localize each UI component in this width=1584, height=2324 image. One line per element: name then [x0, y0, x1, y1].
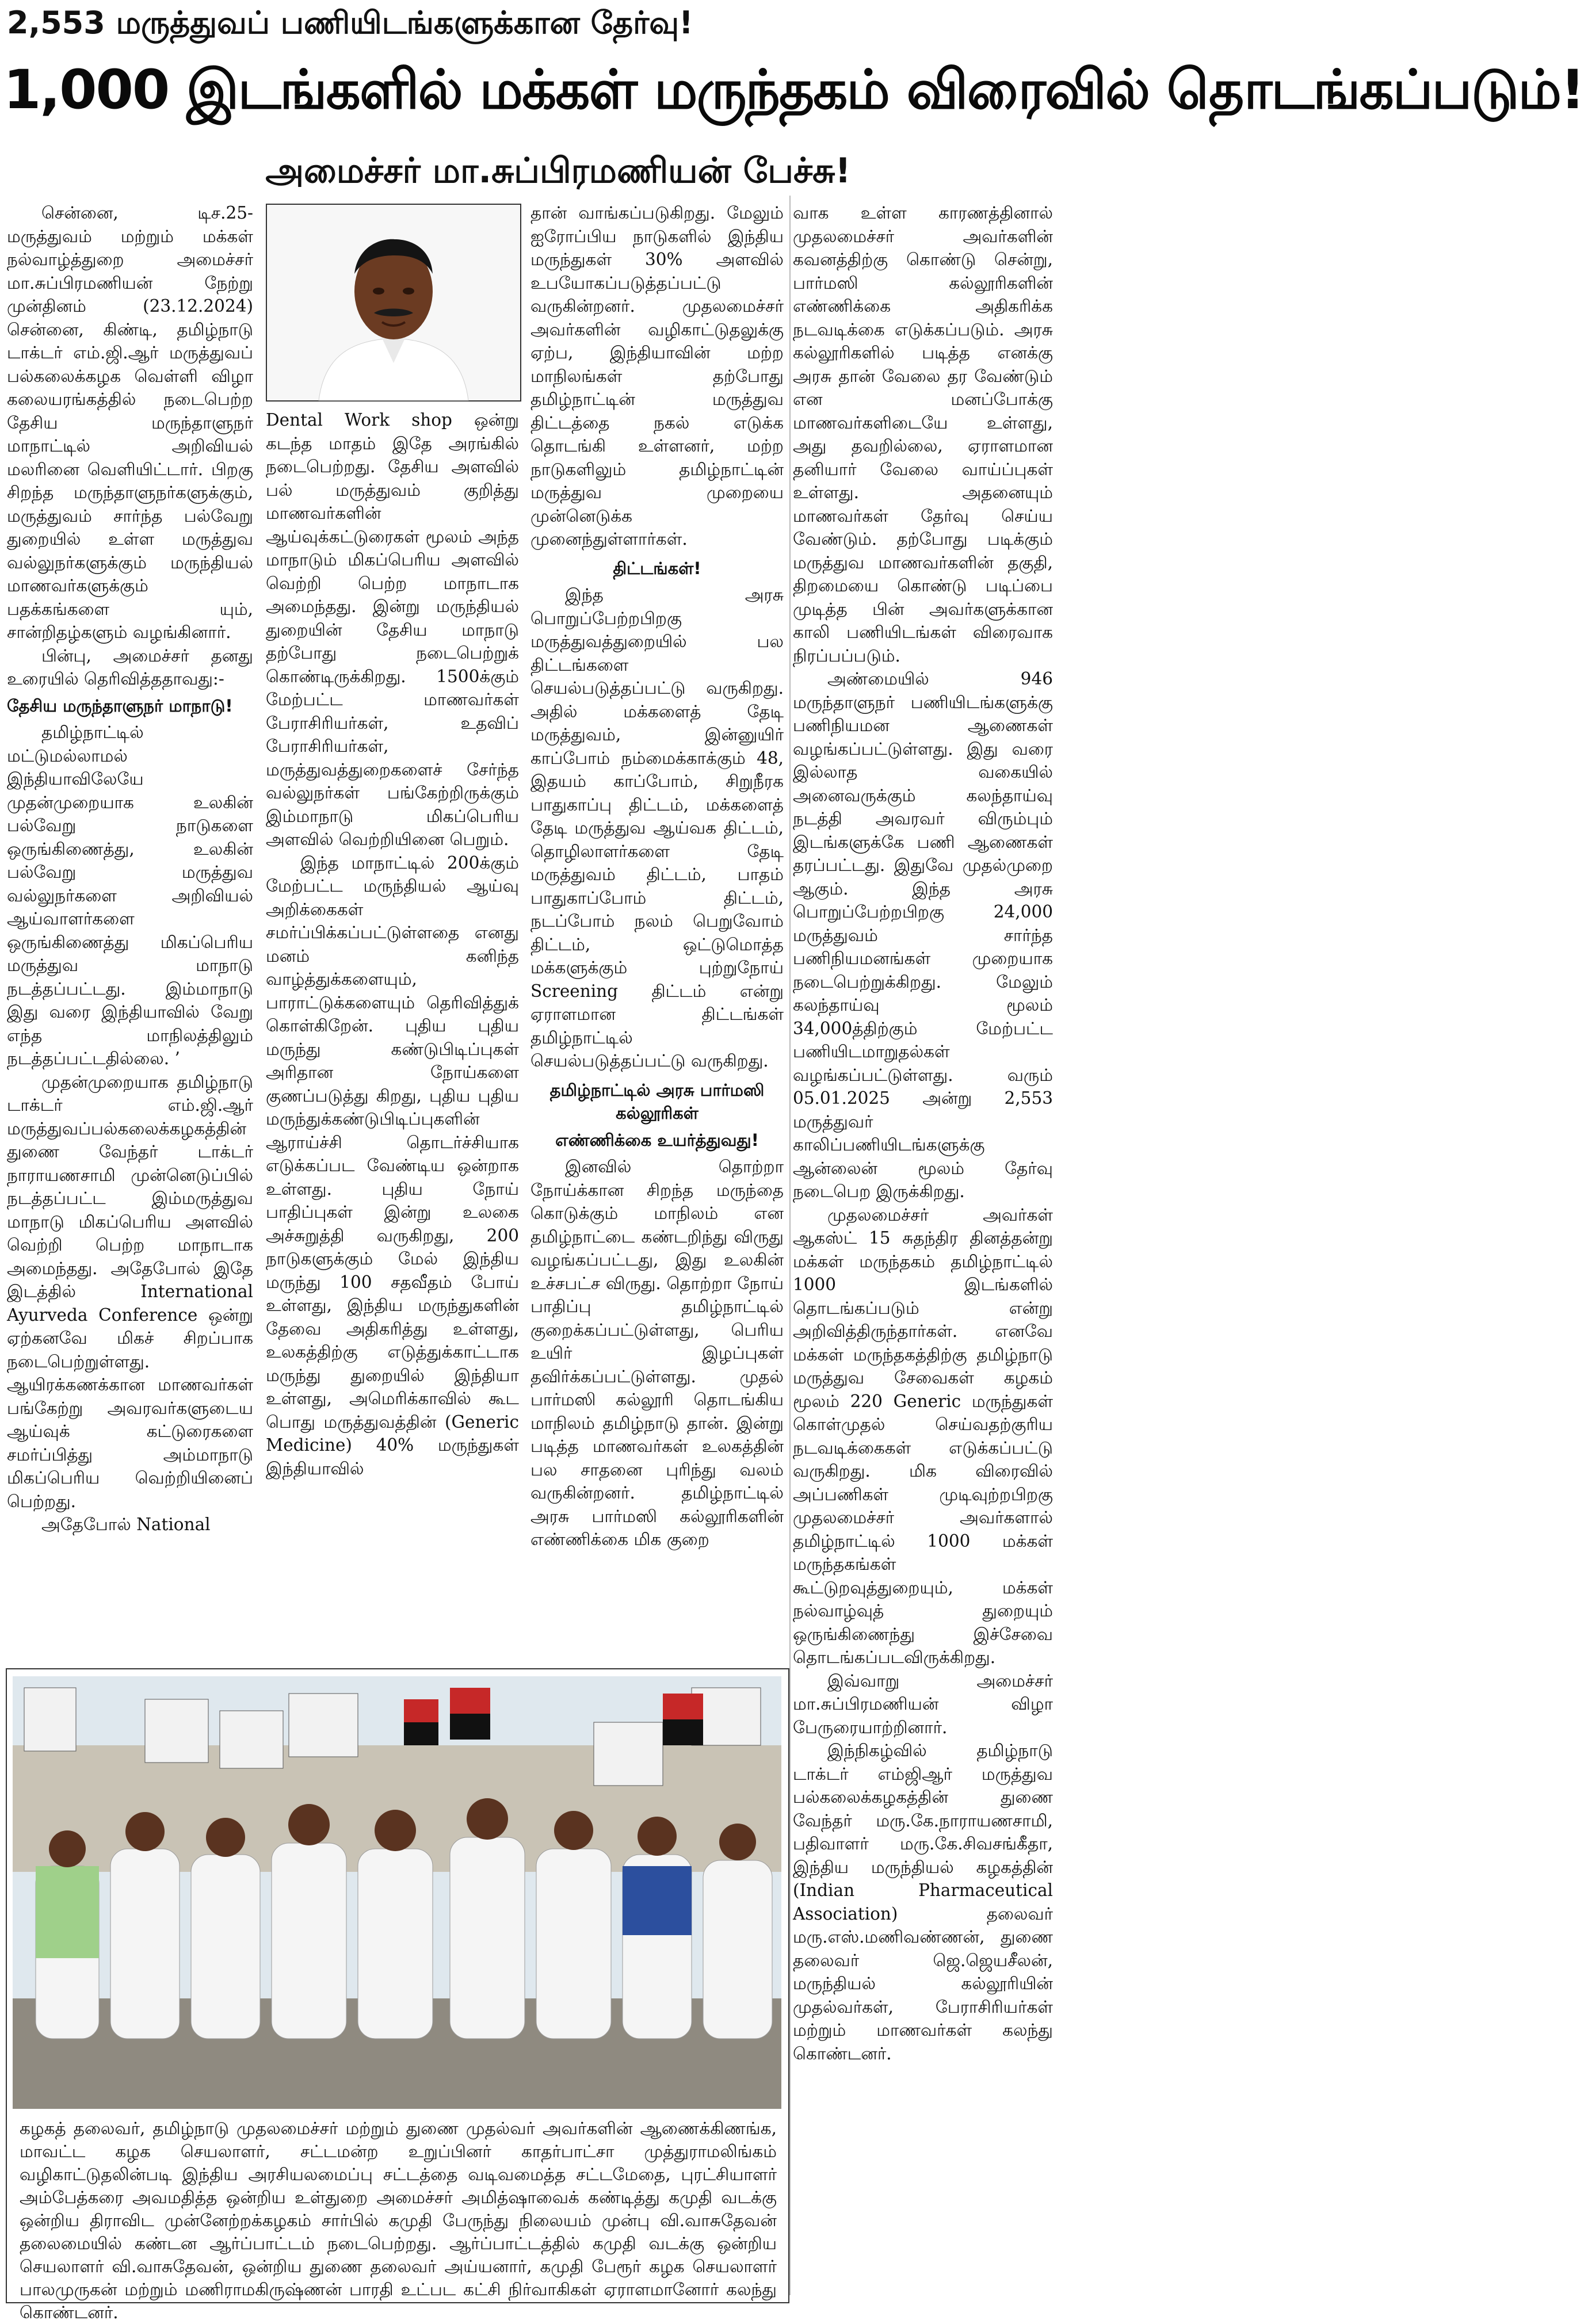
sub-headline: அமைச்சர் மா.சுப்பிரமணியன் பேச்சு! [265, 151, 851, 191]
article-column-4 [793, 201, 1053, 2065]
protest-photo-box [6, 1668, 789, 2322]
section-subhead: தமிழ்நாட்டில் அரசு பார்மஸி கல்லூரிகள் [549, 1080, 765, 1123]
article-column-3 [530, 201, 784, 1551]
paragraph: அதேபோல் National [41, 1515, 211, 1534]
paragraph: பின்பு, அமைச்சர் தனது உரையில் தெரிவித்ததாவது:- [7, 645, 253, 689]
minister-portrait [266, 204, 521, 402]
section-subhead: எண்ணிக்கை உயர்த்துவது! [555, 1130, 759, 1150]
section-subhead: தேசிய மருந்தாளுநர் மாநாடு! [7, 695, 233, 716]
paragraph: முதன்முறையாக தமிழ்நாடு டாக்டர் எம்.ஜி.ஆர் மருத்துவப்பல்கலைக்கழகத்தின் துணை வேந்தர் டாக்டர் நாராயணசாமி முன்னெடுப்பில் நடத்தப்பட்ட இம்மருத்துவ மாநாடு மிகப்பெரிய அளவில் வெற்றி பெற்ற மாநாடாக அமைந்தது. அதேபோல் இதே இடத்தில் International Ayurveda Conference ஒன்று ஏற்கனவே மிகச் சிறப்பாக நடைபெற்றுள்ளது. ஆயிரக்கணக்கான மாணவர்கள் பங்கேற்று அவரவர்களுடைய ஆய்வுக் கட்டுரைகளை சமர்ப்பித்து அம்மாநாடு மிகப்பெரிய வெற்றியினைப் பெற்றது. [7, 1072, 253, 1511]
paragraph: சென்னை, டிச.25- மருத்துவம் மற்றும் மக்கள் நல்வாழ்த்துறை அமைச்சர் மா.சுப்பிரமணியன் நேற்று முன்தினம் (23.12.2024) சென்னை, கிண்டி, தமிழ்நாடு டாக்டர் எம்.ஜி.ஆர் மருத்துவப் பல்கலைக்கழக வெள்ளி விழா கலையரங்கத்தில் நடைபெற்ற தேசிய மருந்தாளுநர் மாநாட்டில் அறிவியல் மலரினை வெளியிட்டார். பிறகு சிறந்த மருந்தாளுநர்களுக்கும், மருத்துவம் சார்ந்த பல்வேறு துறையில் உள்ள மருத்துவ வல்லுநர்களுக்கும் மருந்தியல் மாணவர்களுக்கும் பதக்கங்களை யும், சான்றிதழ்களும் வழங்கினார். [7, 203, 253, 642]
article-column-1 [7, 201, 253, 1536]
paragraph: இந்த மாநாட்டில் 200க்கும் மேற்பட்ட மருந்தியல் ஆய்வு அறிக்கைகள் சமர்ப்பிக்கப்பட்டுள்ளதை எனது மனம் கனிந்த வாழ்த்துக்களையும், பாராட்டுக்களையும் தெரிவித்துக் கொள்கிறேன். புதிய புதிய மருந்து கண்டுபிடிப்புகள் அரிதான நோய்களை குணப்படுத்து கிறது, புதிய புதிய மருந்துக்கண்டுபிடிப்புகளின் ஆராய்ச்சி தொடர்ச்சியாக எடுக்கப்பட வேண்டிய ஒன்றாக உள்ளது. புதிய நோய் பாதிப்புகள் இன்று உலகை அச்சுறுத்தி வருகிறது, 200 நாடுகளுக்கும் மேல் இந்திய மருந்து 100 சதவீதம் போய் உள்ளது, இந்திய மருந்துகளின் தேவை அதிகரித்து உள்ளது, உலகத்திற்கு எடுத்துக்காட்டாக மருந்து துறையில் இந்தியா உள்ளது, அமெரிக்காவில் கூட பொது மருத்துவத்தின் (Generic Medicine) 40% மருந்துகள் இந்தியாவில் [266, 853, 519, 1478]
paragraph: இந்த அரசு பொறுப்பேற்றபிறகு மருத்துவத்துறையில் பல திட்டங்களை செயல்படுத்தப்பட்டு வருகிறது. அதில் மக்களைத் தேடி மருத்துவம், இன்னுயிர் காப்போம் நம்மைக்காக்கும் 48, இதயம் காப்போம், சிறுநீரக பாதுகாப்பு திட்டம், மக்களைத் தேடி மருத்துவ ஆய்வக திட்டம், தொழிலாளர்களை தேடி மருத்துவம் திட்டம், பாதம் பாதுகாப்போம் திட்டம், நடப்போம் நலம் பெறுவோம் திட்டம், ஒட்டுமொத்த மக்களுக்கும் புற்றுநோய் Screening திட்டம் என்று ஏராளமான திட்டங்கள் தமிழ்நாட்டில் செயல்படுத்தப்பட்டு வருகிறது. [530, 585, 784, 1071]
paragraph: தமிழ்நாட்டில் மட்டுமல்லாமல் இந்தியாவிலேயே முதன்முறையாக உலகின் பல்வேறு நாடுகளை ஒருங்கிணைத்து, உலகின் பல்வேறு மருத்துவ வல்லுநர்களை அறிவியல் ஆய்வாளர்களை ஒருங்கிணைத்து மிகப்பெரிய மருத்துவ மாநாடு நடத்தப்பட்டது. இம்மாநாடு இது வரை இந்தியாவில் வேறு எந்த மாநிலத்திலும் நடத்தப்பட்டதில்லை. ’ [7, 723, 253, 1068]
paragraph: வாக உள்ள காரணத்தினால் முதலமைச்சர் அவர்களின் கவனத்திற்கு கொண்டு சென்று, பார்மஸி கல்லூரிகளின் எண்ணிக்கை அதிகரிக்க நடவடிக்கை எடுக்கப்படும். அரசு கல்லூரிகளில் படித்த எனக்கு அரசு தான் வேலை தர வேண்டும் என மனப்போக்கு மாணவர்களிடையே உள்ளது, அது தவறில்லை, ஏராளமான தனியார் வேலை வாய்ப்புகள் உள்ளது. அதனையும் மாணவர்கள் தேர்வு செய்ய வேண்டும். தற்போது படிக்கும் மருத்துவ மாணவர்களின் தகுதி, திறமையை கொண்டு படிப்பை முடித்த பின் அவர்களுக்கான காலி பணியிடங்கள் விரைவாக நிரப்பப்படும். [793, 203, 1053, 666]
section-subhead: திட்டங்கள்! [613, 558, 701, 578]
portrait-image [267, 205, 520, 400]
paragraph: இந்நிகழ்வில் தமிழ்நாடு டாக்டர் எம்ஜிஆர் மருத்துவ பல்கலைக்கழகத்தின் துணை வேந்தர் மரு.கே.நாராயணசாமி, பதிவாளர் மரு.கே.சிவசங்கீதா, இந்திய மருந்தியல் கழகத்தின் (Indian Pharmaceutical Association) தலைவர் மரு.எஸ்.மணிவண்ணன், துணை தலைவர் ஜெ.ஜெயசீலன், மருந்தியல் கல்லூரியின் முதல்வர்கள், பேராசிரியர்கள் மற்றும் மாணவர்கள் கலந்து கொண்டனர். [793, 1741, 1053, 2063]
paragraph: தான் வாங்கப்படுகிறது. மேலும் ஐரோப்பிய நாடுகளில் இந்திய மருந்துகள் 30% அளவில் உபயோகப்படுத்தப்பட்டு வருகின்றனர். முதலமைச்சர் அவர்களின் வழிகாட்டுதலுக்கு ஏற்ப, இந்தியாவின் மற்ற மாநிலங்கள் தற்போது தமிழ்நாட்டின் மருத்துவ திட்டத்தை நகல் எடுக்க தொடங்கி உள்ளனர், மற்ற நாடுகளிலும் தமிழ்நாட்டின் மருத்துவ முறையை முன்னெடுக்க முனைந்துள்ளார்கள். [530, 203, 784, 549]
caption-text: கழகத் தலைவர், தமிழ்நாடு முதலமைச்சர் மற்றும் துணை முதல்வர் அவர்களின் ஆணைக்கிணங்க, மாவட்ட கழக செயலாளர், சட்டமன்ற உறுப்பினர் காதர்பாட்சா முத்துராமலிங்கம் வழிகாட்டுதலின்படி இந்திய அரசியலமைப்பு சட்டத்தை வடிவமைத்த சட்டமேதை, புரட்சியாளர் அம்பேத்கரை அவமதித்த ஒன்றிய உள்துறை அமைச்சர் அமித்ஷாவைக் கண்டித்து கமுதி வடக்கு ஒன்றிய திராவிட முன்னேற்றக்கழகம் சார்பில் கமுதி பேருந்து நிலையம் முன்பு வி.வாசுதேவன் தலைமையில் கண்டன ஆர்ப்பாட்டம் நடைபெற்றது. ஆர்ப்பாட்டத்தில் கமுதி வடக்கு ஒன்றிய செயலாளர் வி.வாசுதேவன், ஒன்றிய துணை தலைவர் அய்யனார், கமுதி பேரூர் கழக செயலாளர் பாலமுருகன் மற்றும் மணிராமகிருஷ்ணன் பாரதி உட்பட கட்சி நிர்வாகிகள் ஏராளமானோர் கலந்து கொண்டனர். [20, 2119, 777, 2322]
paragraph: அண்மையில் 946 மருந்தாளுநர் பணியிடங்களுக்கு பணிநியமன ஆணைகள் வழங்கப்பட்டுள்ளது. இது வரை இல்லாத வகையில் அனைவருக்கும் கலந்தாய்வு நடத்தி அவரவர் விரும்பும் இடங்களுக்கே பணி ஆணைகள் தரப்பட்டது. இதுவே முதல்முறை ஆகும். இந்த அரசு பொறுப்பேற்றபிறகு 24,000 மருத்துவம் சார்ந்த பணிநியமனங்கள் முறையாக நடைபெற்றுக்கிறது. மேலும் கலந்தாய்வு மூலம் 34,000த்திற்கும் மேற்பட்ட பணியிடமாறுதல்கள் வழங்கப்பட்டுள்ளது. வரும் 05.01.2025 அன்று 2,553 மருத்துவர் காலிப்பணியிடங்களுக்கு ஆன்லைன் மூலம் தேர்வு நடைபெற இருக்கிறது. [793, 669, 1053, 1201]
protest-photo [13, 1676, 781, 2109]
main-headline: 1,000 இடங்களில் மக்கள் மருந்தகம் விரைவில் தொடங்கப்படும்! [3, 59, 1584, 121]
column-divider [789, 196, 791, 2295]
paragraph: Dental Work shop ஒன்று கடந்த மாதம் இதே அரங்கில் நடைபெற்றது. தேசிய அளவில் பல் மருத்துவம் குறித்து மாணவர்களின் ஆய்வுக்கட்டுரைகள் மூலம் அந்த மாநாடும் மிகப்பெரிய அளவில் வெற்றி பெற்ற மாநாடாக அமைந்தது. இன்று மருந்தியல் துறையின் தேசிய மாநாடு தற்போது நடைபெற்றுக் கொண்டிருக்கிறது. 1500க்கும் மேற்பட்ட மாணவர்கள் பேராசிரியர்கள், உதவிப் பேராசிரியர்கள், மருத்துவத்துறைகளைச் சேர்ந்த வல்லுநர்கள் பங்கேற்றிருக்கும் இம்மாநாடு மிகப்பெரிய அளவில் வெற்றியினை பெறும். [266, 410, 519, 849]
article-column-2 [266, 408, 519, 1480]
kicker-headline: 2,553 மருத்துவப் பணியிடங்களுக்கான தேர்வு! [7, 5, 693, 41]
paragraph: முதலமைச்சர் அவர்கள் ஆகஸ்ட் 15 சுதந்திர தினத்தன்று மக்கள் மருந்தகம் தமிழ்நாட்டில் 1000 இடங்களில் தொடங்கப்படும் என்று அறிவித்திருந்தார்கள். எனவே மக்கள் மருந்தகத்திற்கு தமிழ்நாடு மருத்துவ சேவைகள் கழகம் மூலம் 220 Generic மருந்துகள் கொள்முதல் செய்வதற்குரிய நடவடிக்கைகள் எடுக்கப்பட்டு வருகிறது. மிக விரைவில் அப்பணிகள் முடிவுற்றபிறகு முதலமைச்சர் அவர்களால் தமிழ்நாட்டில் 1000 மக்கள் மருந்தகங்கள் கூட்டுறவுத்துறையும், மக்கள் நல்வாழ்வுத் துறையும் ஒருங்கிணைந்து இச்சேவை தொடங்கப்படவிருக்கிறது. [793, 1205, 1053, 1667]
protest-scene-image [13, 1676, 781, 2109]
paragraph: இனவில் தொற்றா நோய்க்கான சிறந்த மருந்தை கொடுக்கும் மாநிலம் என தமிழ்நாட்டை கண்டறிந்து விருது வழங்கப்பட்டது, இது உலகின் உச்சபட்ச விருது. தொற்றா நோய் பாதிப்பு தமிழ்நாட்டில் குறைக்கப்பட்டுள்ளது, பெரிய உயிர் இழப்புகள் தவிர்க்கப்பட்டுள்ளது. முதல் பார்மஸி கல்லூரி தொடங்கிய மாநிலம் தமிழ்நாடு தான். இன்று படித்த மாணவர்கள் உலகத்தின் பல சாதனை புரிந்து வலம் வருகின்றனர். தமிழ்நாட்டில் அரசு பார்மஸி கல்லூரிகளின் எண்ணிக்கை மிக குறை [530, 1157, 784, 1549]
photo-caption [20, 2117, 777, 2324]
paragraph: இவ்வாறு அமைச்சர் மா.சுப்பிரமணியன் விழா பேருரையாற்றினார். [793, 1671, 1053, 1737]
